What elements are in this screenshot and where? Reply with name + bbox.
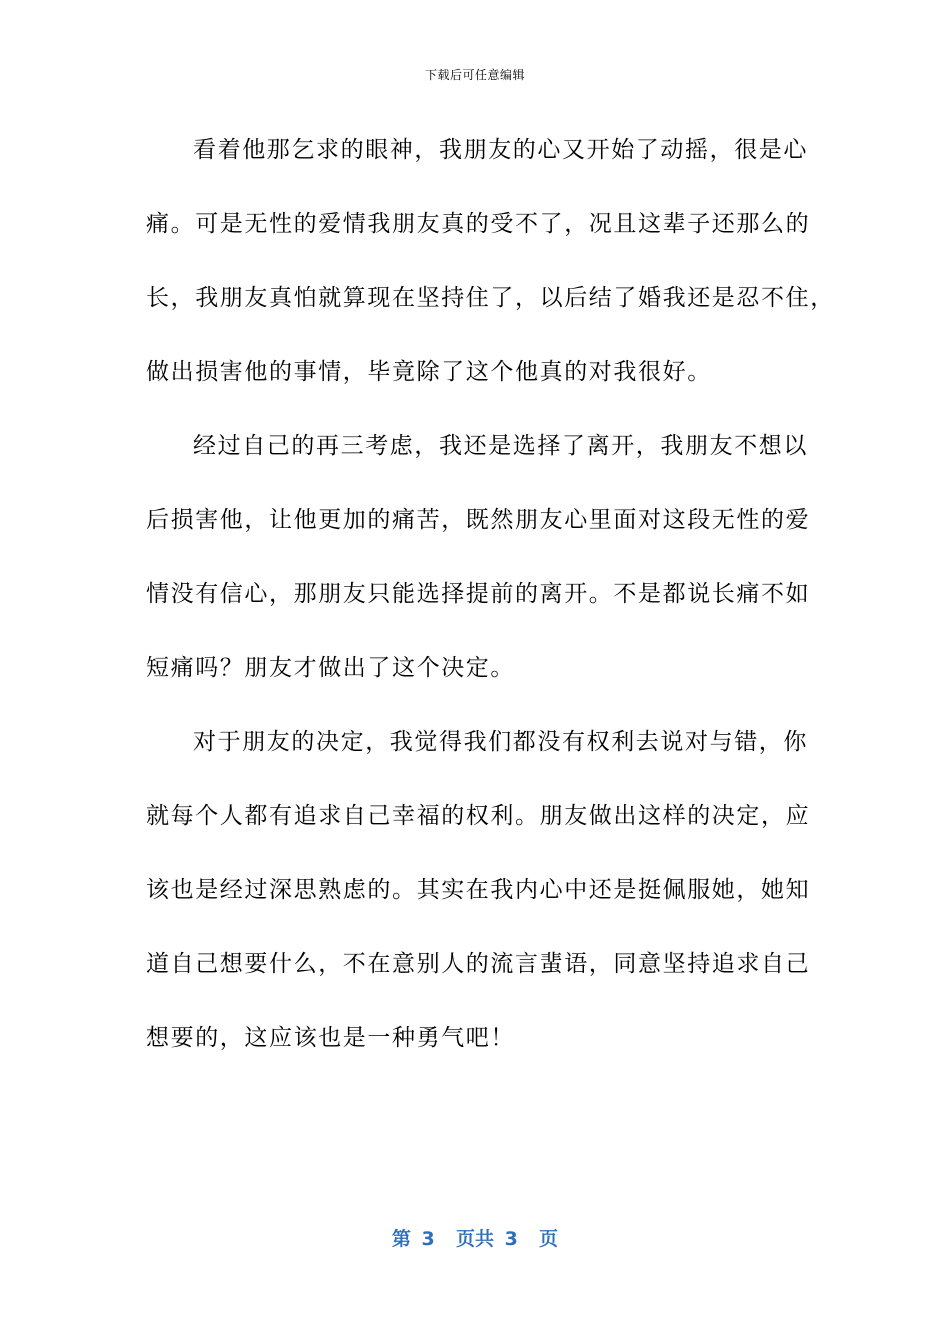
- paragraph-line: 该也是经过深思熟虑的。其实在我内心中还是挺佩服她，她知: [146, 877, 811, 903]
- paragraph-line: 想要的，这应该也是一种勇气吧！: [146, 1025, 515, 1051]
- paragraph-line: 后损害他，让他更加的痛苦，既然朋友心里面对这段无性的爱: [146, 507, 811, 533]
- paragraph-line: 短痛吗？朋友才做出了这个决定。: [146, 655, 515, 681]
- page-header: 下载后可任意编辑: [424, 68, 525, 82]
- paragraph-line: 经过自己的再三考虑，我还是选择了离开，我朋友不想以: [193, 433, 808, 459]
- paragraph-line: 看着他那乞求的眼神，我朋友的心又开始了动摇，很是心: [193, 137, 808, 163]
- document-body: [146, 113, 835, 1075]
- paragraph-line: 做出损害他的事情，毕竟除了这个他真的对我很好。: [146, 359, 712, 385]
- paragraph-3: [146, 705, 811, 1075]
- paragraph-line: 痛。可是无性的爱情我朋友真的受不了，况且这辈子还那么的: [146, 211, 811, 237]
- paragraph-2: [146, 409, 811, 705]
- paragraph-1: [146, 113, 835, 409]
- page-footer: [0, 1224, 950, 1251]
- paragraph-line: 就每个人都有追求自己幸福的权利。朋友做出这样的决定，应: [146, 803, 811, 829]
- page-number: 第 3 页共 3 页: [391, 1228, 559, 1250]
- paragraph-line: 道自己想要什么，不在意别人的流言蜚语，同意坚持追求自己: [146, 951, 811, 977]
- paragraph-line: 对于朋友的决定，我觉得我们都没有权利去说对与错，你: [193, 729, 808, 755]
- paragraph-line: 长，我朋友真怕就算现在坚持住了，以后结了婚我还是忍不住，: [146, 285, 835, 311]
- paragraph-line: 情没有信心，那朋友只能选择提前的离开。不是都说长痛不如: [146, 581, 811, 607]
